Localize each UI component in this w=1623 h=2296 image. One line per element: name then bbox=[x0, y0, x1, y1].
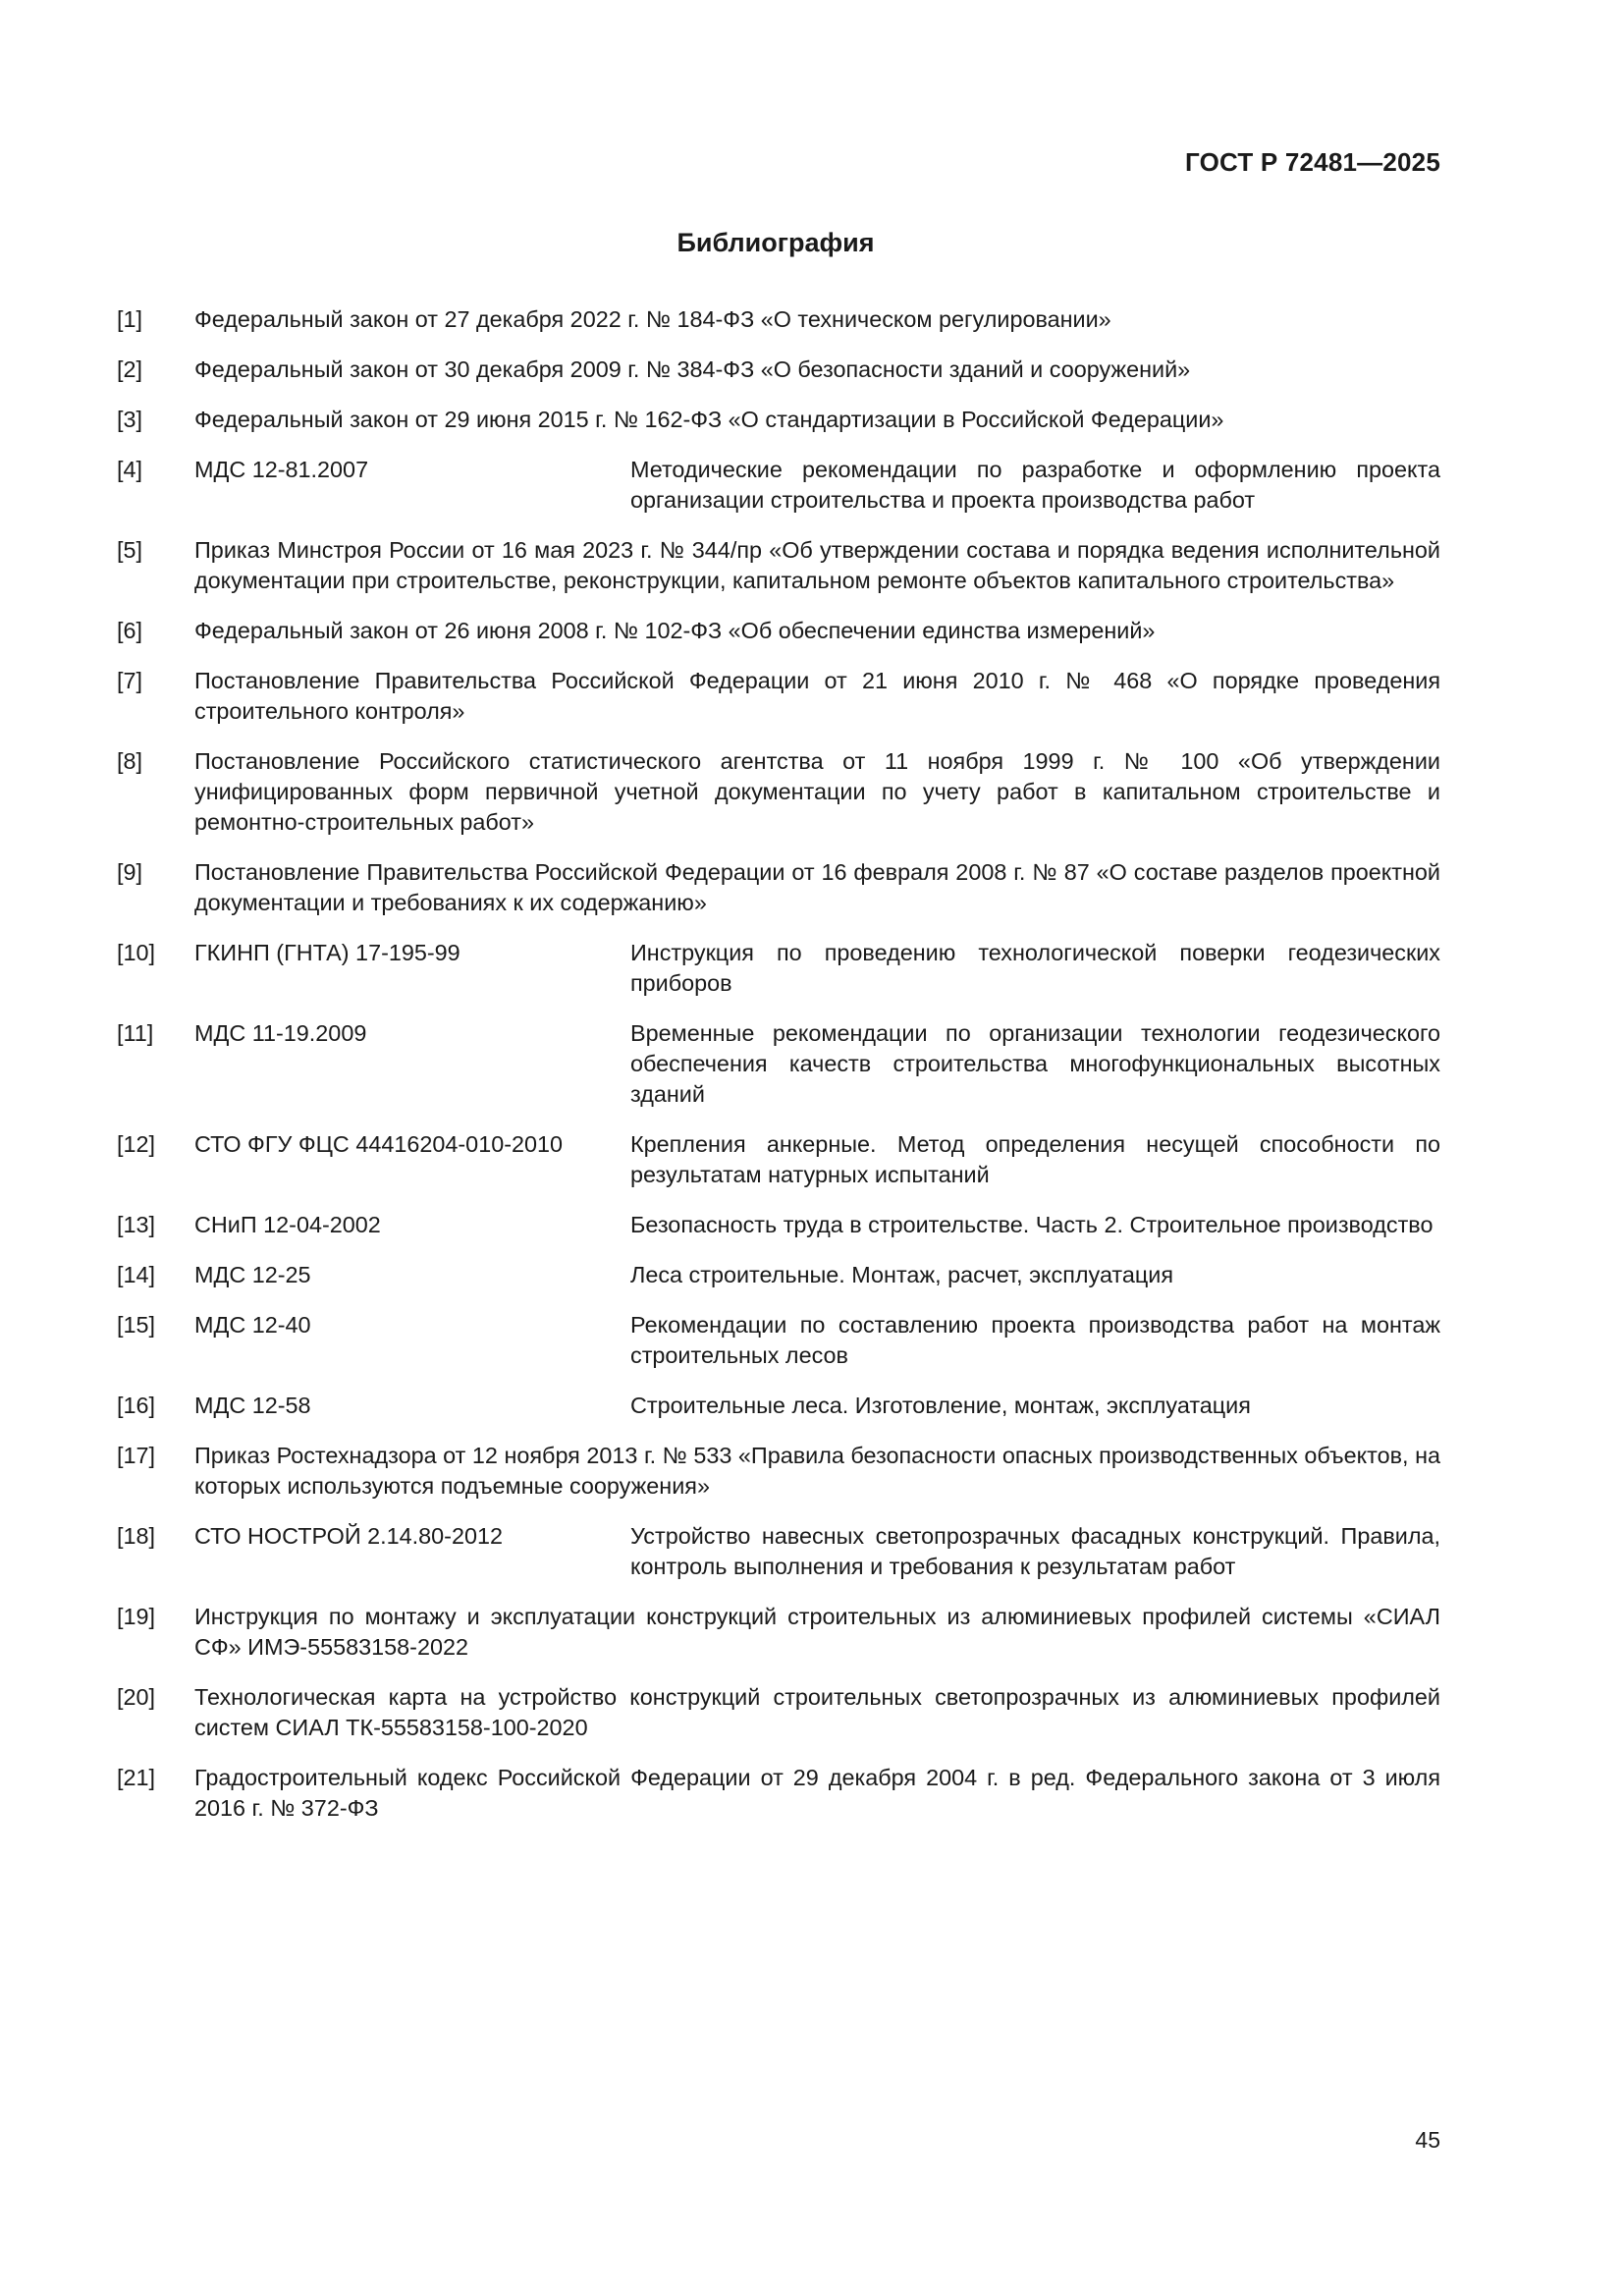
entry-number: [19] bbox=[117, 1604, 156, 1629]
entry-number: [21] bbox=[117, 1765, 156, 1790]
entry-number: [9] bbox=[117, 859, 143, 885]
entry-description: Крепления анкерные. Метод определения несущей способности по результатам натурных испытаний bbox=[630, 1131, 1440, 1187]
entry-text: Постановление Правительства Российской Федерации от 16 февраля 2008 г. № 87 «О составе разделов проектной документации и требованиях к их содержанию» bbox=[194, 859, 1440, 915]
bibliography-entry bbox=[117, 1602, 1440, 1663]
document-code-header: ГОСТ Р 72481—2025 bbox=[1185, 147, 1440, 177]
bibliography-entry bbox=[117, 1521, 1440, 1582]
section-title: Библиография bbox=[676, 228, 875, 257]
entry-number: [11] bbox=[117, 1020, 154, 1046]
bibliography-entry bbox=[117, 535, 1440, 596]
bibliography-entry bbox=[117, 1310, 1440, 1371]
entry-number: [15] bbox=[117, 1312, 156, 1338]
bibliography-entry bbox=[117, 616, 1440, 646]
entry-number: [7] bbox=[117, 668, 143, 693]
entry-text: Федеральный закон от 29 июня 2015 г. № 162-ФЗ «О стандартизации в Российской Федерации» bbox=[194, 407, 1224, 432]
entry-description: Временные рекомендации по организации технологии геодезического обеспечения качеств строительства многофункциональных высотных зданий bbox=[630, 1020, 1440, 1107]
entry-text: Постановление Российского статистического агентства от 11 ноября 1999 г. № 100 «Об утверждении унифицированных форм первичной учетной документации по учету работ в капитальном строительстве и ремонтно-строительных работ» bbox=[194, 748, 1440, 835]
bibliography-entry bbox=[117, 1018, 1440, 1110]
entry-document-code: СНиП 12-04-2002 bbox=[194, 1212, 381, 1237]
entry-document-code: МДС 12-58 bbox=[194, 1393, 311, 1418]
bibliography-entry bbox=[117, 1260, 1440, 1290]
entry-number: [3] bbox=[117, 407, 143, 432]
entry-document-code: МДС 12-40 bbox=[194, 1312, 311, 1338]
bibliography-entry bbox=[117, 304, 1440, 335]
bibliography-entry bbox=[117, 938, 1440, 999]
entry-document-code: СТО ФГУ ФЦС 44416204-010-2010 bbox=[194, 1131, 564, 1157]
bibliography-entry bbox=[117, 857, 1440, 918]
entry-text: Федеральный закон от 27 декабря 2022 г. № 184-ФЗ «О техническом регулировании» bbox=[194, 306, 1111, 332]
entry-text: Градостроительный кодекс Российской Федерации от 29 декабря 2004 г. в ред. Федерального закона от 3 июля 2016 г. № 372-ФЗ bbox=[194, 1765, 1440, 1821]
entry-document-code: СТО НОСТРОЙ 2.14.80-2012 bbox=[194, 1523, 503, 1549]
bibliography-entry bbox=[117, 1391, 1440, 1421]
bibliography-entry bbox=[117, 1682, 1440, 1743]
entry-text: Технологическая карта на устройство конструкций строительных светопрозрачных из алюминиевых профилей систем СИАЛ ТК-55583158-100-2020 bbox=[194, 1684, 1440, 1740]
bibliography-entry bbox=[117, 405, 1440, 435]
entry-number: [13] bbox=[117, 1212, 156, 1237]
entry-number: [12] bbox=[117, 1131, 156, 1157]
entry-text: Федеральный закон от 26 июня 2008 г. № 102-ФЗ «Об обеспечении единства измерений» bbox=[194, 618, 1156, 643]
entry-number: [6] bbox=[117, 618, 143, 643]
entry-description: Леса строительные. Монтаж, расчет, эксплуатация bbox=[630, 1262, 1174, 1287]
entry-document-code: ГКИНП (ГНТА) 17-195-99 bbox=[194, 940, 460, 965]
bibliography-entry bbox=[117, 355, 1440, 385]
entry-number: [18] bbox=[117, 1523, 156, 1549]
bibliography-entry bbox=[117, 1210, 1440, 1240]
entry-number: [1] bbox=[117, 306, 143, 332]
bibliography-entry bbox=[117, 1763, 1440, 1824]
entry-description: Методические рекомендации по разработке и оформлению проекта организации строительства и проекта производства работ bbox=[630, 457, 1440, 513]
entry-document-code: МДС 12-81.2007 bbox=[194, 457, 369, 482]
entry-document-code: МДС 11-19.2009 bbox=[194, 1020, 367, 1046]
entry-number: [17] bbox=[117, 1443, 156, 1468]
entry-number: [16] bbox=[117, 1393, 156, 1418]
bibliography-entry bbox=[117, 1129, 1440, 1190]
bibliography-entry bbox=[117, 666, 1440, 727]
entry-number: [20] bbox=[117, 1684, 156, 1710]
bibliography-entry bbox=[117, 455, 1440, 516]
entry-description: Рекомендации по составлению проекта производства работ на монтаж строительных лесов bbox=[630, 1312, 1440, 1368]
entry-description: Инструкция по проведению технологической поверки геодезических приборов bbox=[630, 940, 1440, 996]
entry-number: [4] bbox=[117, 457, 143, 482]
bibliography-list bbox=[117, 304, 1440, 1843]
bibliography-entry bbox=[117, 746, 1440, 838]
entry-text: Федеральный закон от 30 декабря 2009 г. № 384-ФЗ «О безопасности зданий и сооружений» bbox=[194, 356, 1191, 382]
entry-document-code: МДС 12-25 bbox=[194, 1262, 311, 1287]
page-number: 45 bbox=[1415, 2127, 1440, 2153]
entry-number: [14] bbox=[117, 1262, 156, 1287]
entry-description: Строительные леса. Изготовление, монтаж, эксплуатация bbox=[630, 1393, 1251, 1418]
entry-description: Безопасность труда в строительстве. Часть 2. Строительное производство bbox=[630, 1212, 1434, 1237]
entry-text: Приказ Ростехнадзора от 12 ноября 2013 г. № 533 «Правила безопасности опасных производственных объектов, на которых используются подъемные сооружения» bbox=[194, 1443, 1440, 1499]
entry-number: [2] bbox=[117, 356, 143, 382]
entry-number: [8] bbox=[117, 748, 143, 774]
entry-text: Приказ Минстроя России от 16 мая 2023 г. № 344/пр «Об утверждении состава и порядка ведения исполнительной документации при строительстве, реконструкции, капитальном ремонте объектов капитального строительства» bbox=[194, 537, 1440, 593]
entry-text: Инструкция по монтажу и эксплуатации конструкций строительных из алюминиевых профилей системы «СИАЛ СФ» ИМЭ-55583158-2022 bbox=[194, 1604, 1440, 1660]
entry-text: Постановление Правительства Российской Федерации от 21 июня 2010 г. № 468 «О порядке проведения строительного контроля» bbox=[194, 668, 1440, 724]
entry-number: [10] bbox=[117, 940, 156, 965]
bibliography-entry bbox=[117, 1441, 1440, 1502]
entry-number: [5] bbox=[117, 537, 143, 563]
entry-description: Устройство навесных светопрозрачных фасадных конструкций. Правила, контроль выполнения и требования к результатам работ bbox=[630, 1523, 1440, 1579]
